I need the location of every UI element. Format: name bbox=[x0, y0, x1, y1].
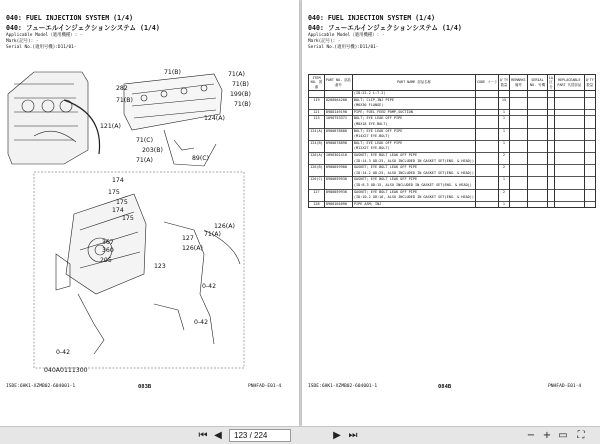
cell-part: 8980149190 bbox=[324, 109, 352, 116]
cell-empty bbox=[547, 91, 554, 98]
col-serial: SERIAL NO. 号機 bbox=[528, 75, 547, 91]
prev-page-icon[interactable]: ◀ bbox=[214, 430, 222, 441]
injection-pump-body bbox=[56, 194, 240, 354]
fuel-injection-diagram bbox=[4, 54, 296, 376]
cell-remarks bbox=[509, 201, 528, 208]
parts-table bbox=[308, 74, 596, 208]
cell-name: BOLT; EYE LEAK OFF PIPE bbox=[352, 128, 475, 134]
left-title-jp: 040: フューエルインジェクションシステム (1/4) bbox=[6, 24, 160, 32]
cell-name: (ID:22.2 L:7.2) bbox=[352, 91, 475, 98]
fullscreen-icon[interactable]: ⛶ bbox=[577, 430, 585, 441]
cell-item: 126(B) bbox=[310, 165, 323, 170]
cell-item: 124(B) bbox=[310, 140, 323, 145]
cell-qty: 15 bbox=[499, 97, 509, 103]
col-la: LA 区分 bbox=[548, 76, 553, 89]
right-title-en: 040: FUEL INJECTION SYSTEM (1/4) bbox=[308, 14, 436, 22]
cell-name: GASKET; EYE BOLT LEAK OFF PIPE bbox=[352, 177, 475, 183]
col-code: CODE コード bbox=[476, 75, 499, 91]
callout: 175 bbox=[108, 189, 120, 196]
col-part-name: PART NAME 部品名称 bbox=[352, 75, 475, 91]
callout: 71(A) bbox=[228, 71, 245, 78]
col-part-no: PART NO. 部品番号 bbox=[324, 75, 352, 91]
cell-name: PIPE; FUEL FEED PUMP,SUCTION bbox=[352, 109, 475, 116]
table-row bbox=[309, 201, 596, 208]
cell-qty: 1 bbox=[499, 201, 509, 208]
cell-item: 119 bbox=[309, 97, 325, 103]
cell-qty: 1 bbox=[499, 177, 509, 183]
cell-item: 128 bbox=[309, 201, 325, 208]
callout: 71(B) bbox=[234, 101, 251, 108]
cell-part: 8980059930 bbox=[324, 177, 352, 183]
cell-remarks bbox=[509, 91, 528, 98]
zoom-in-icon[interactable]: + bbox=[542, 430, 552, 441]
left-mark: Mark(記号): - bbox=[6, 39, 39, 44]
cell-part: 1096301410 bbox=[324, 152, 352, 158]
next-page-icon[interactable]: ▶ bbox=[333, 430, 341, 441]
cell-part: 8980078890 bbox=[324, 140, 352, 146]
right-page-number: 084B bbox=[438, 384, 452, 390]
cell-part: 8980164090 bbox=[324, 201, 352, 208]
cell-item: 124(A) bbox=[310, 128, 323, 133]
callout: 71(A) bbox=[136, 157, 153, 164]
cell-name: (ID:10.2 OD:16, ALSO INCLUDED IN GASKET SET(ENG. & HEAD)) bbox=[352, 195, 475, 201]
cell-name: (M12X27 EYE-BOLT) bbox=[352, 146, 475, 152]
diagram-id: 040A0111300 bbox=[44, 367, 88, 374]
cell-part: 1096753371 bbox=[324, 116, 352, 122]
callout: 71(B) bbox=[232, 81, 249, 88]
engine-block-illustration bbox=[8, 72, 100, 164]
right-mark: Mark(記号): - bbox=[308, 39, 341, 44]
cell-item: 126(C) bbox=[310, 177, 323, 182]
callout: 175 bbox=[116, 199, 128, 206]
cell-name: (ID:14.2 OD:25, ALSO INCLUDED IN GASKET SET(ENG. & HEAD)) bbox=[352, 171, 475, 177]
cell-name: (M8X18 EYE-BOLT) bbox=[352, 122, 475, 128]
col-item: ITEM NO. 図番 bbox=[309, 75, 325, 91]
right-footer-code: ISDE:6HK1-XZMB02-604001-1 bbox=[308, 384, 378, 389]
cell-empty bbox=[584, 201, 595, 208]
cell-part: 8980078880 bbox=[324, 128, 352, 134]
right-title-jp: 040: フューエルインジェクションシステム (1/4) bbox=[308, 24, 462, 32]
callout: 127 bbox=[182, 235, 194, 242]
cell-empty bbox=[584, 109, 595, 116]
callout: 71(B) bbox=[116, 97, 133, 104]
cell-empty bbox=[547, 109, 554, 116]
col-remarks: REMARKS 備考 bbox=[509, 75, 528, 91]
callout: 0-42 bbox=[194, 319, 209, 326]
callout: 126(A) bbox=[182, 245, 203, 252]
first-page-icon[interactable]: ⏮ bbox=[198, 430, 208, 441]
callout: 0-42 bbox=[56, 349, 71, 356]
callout: 123 bbox=[154, 263, 166, 270]
table-row bbox=[309, 109, 596, 116]
cell-qty: 1 bbox=[499, 128, 509, 134]
cell-qty bbox=[499, 91, 509, 98]
zoom-out-icon[interactable]: − bbox=[526, 430, 536, 441]
callout: 174 bbox=[112, 207, 124, 214]
left-footer-right: PNHFAD-E01-4 bbox=[248, 384, 282, 389]
fit-page-icon[interactable]: ▭ bbox=[558, 430, 568, 441]
cell-qty: 2 bbox=[499, 189, 509, 195]
callout: 71(C) bbox=[136, 137, 154, 144]
cell-item: 126(A) bbox=[310, 152, 323, 157]
table-row bbox=[309, 91, 596, 98]
callout: 121(A) bbox=[100, 123, 121, 130]
cell-code bbox=[476, 109, 499, 116]
callout: 282 bbox=[116, 85, 128, 92]
left-footer-code: ISDE:6HK1-XZMB02-604001-1 bbox=[6, 384, 76, 389]
right-footer-right: PNHFAD-E01-4 bbox=[548, 384, 582, 389]
cell-qty: 1 bbox=[499, 116, 509, 122]
cell-serial bbox=[528, 109, 547, 116]
table-header-row bbox=[309, 75, 596, 91]
col-qty: Q'TY 数量 bbox=[499, 75, 509, 91]
left-page bbox=[0, 0, 299, 426]
cell-serial bbox=[528, 201, 547, 208]
cell-empty bbox=[555, 109, 584, 116]
cell-name: (M6X30 FLANGE) bbox=[352, 103, 475, 109]
cell-part: 0280564200 bbox=[324, 97, 352, 103]
cell-name: GASKET; EYE BOLT LEAK OFF PIPE bbox=[352, 152, 475, 158]
callout: 71(B) bbox=[164, 69, 181, 76]
callout: 367 bbox=[102, 239, 114, 246]
cell-name: (ID:8.3 OD:15, ALSO INCLUDED IN GASKET SET(ENG. & HEAD)) bbox=[352, 183, 475, 189]
callout: 89(C) bbox=[192, 155, 210, 162]
left-applicable-model: Applicable Model（適用機種）: - bbox=[6, 33, 83, 38]
cell-name: BOLT; EYE LEAK OFF PIPE bbox=[352, 116, 475, 122]
col-replaceable: REPLACEABLE PART 代替部品 bbox=[555, 75, 584, 91]
cell-code bbox=[476, 201, 499, 208]
cell-name: PIPE ASM; INJ bbox=[352, 201, 475, 208]
cell-name: GASKET; EYE BOLT LEAK OFF PIPE bbox=[352, 189, 475, 195]
cell-qty: 1 bbox=[499, 109, 509, 116]
cell-item: 127 bbox=[309, 189, 325, 195]
cell-item bbox=[309, 91, 325, 98]
cell-part bbox=[324, 91, 352, 98]
viewer-toolbar bbox=[0, 426, 600, 444]
page-number-input[interactable]: 123 / 224 bbox=[229, 429, 291, 442]
cell-code bbox=[476, 91, 499, 98]
callout: 71(A) bbox=[204, 231, 221, 238]
callout: 124(A) bbox=[204, 115, 225, 122]
cell-empty bbox=[555, 91, 584, 98]
cell-item: 123 bbox=[309, 116, 325, 122]
col-qty2: Q'TY 数量 bbox=[584, 75, 595, 91]
cell-name: (ID:14.3 OD:25, ALSO INCLUDED IN GASKET SET(ENG. & HEAD)) bbox=[352, 159, 475, 165]
left-serial: Serial No.(適用号機):D11/01- bbox=[6, 45, 77, 50]
last-page-icon[interactable]: ⏭ bbox=[348, 430, 358, 441]
cell-part: 8980059900 bbox=[324, 165, 352, 171]
cell-empty bbox=[555, 201, 584, 208]
right-applicable-model: Applicable Model（適用機種）: - bbox=[308, 33, 385, 38]
cell-empty bbox=[584, 91, 595, 98]
cell-name: BOLT; CLIP,INJ PIPE bbox=[352, 97, 475, 103]
left-title-en: 040: FUEL INJECTION SYSTEM (1/4) bbox=[6, 14, 134, 22]
callout: 175 bbox=[122, 215, 134, 222]
callout: 360 bbox=[102, 247, 114, 254]
callout: 174 bbox=[112, 177, 124, 184]
right-page bbox=[302, 0, 600, 426]
callout: 205 bbox=[100, 257, 112, 264]
cell-qty: 1 bbox=[499, 140, 509, 146]
cell-remarks bbox=[509, 109, 528, 116]
parts-table-body bbox=[309, 91, 596, 208]
callout: 0-42 bbox=[202, 283, 217, 290]
left-page-number: 083B bbox=[138, 384, 152, 390]
cell-empty bbox=[547, 201, 554, 208]
cell-part: 8980059930 bbox=[324, 189, 352, 195]
cell-name: GASKET; EYE BOLT LEAK OFF PIPE bbox=[352, 165, 475, 171]
cell-name: BOLT; EYE LEAK OFF PIPE bbox=[352, 140, 475, 146]
cell-serial bbox=[528, 91, 547, 98]
callout: 203(B) bbox=[142, 147, 163, 154]
right-serial: Serial No.(適用号機):D11/01- bbox=[308, 45, 379, 50]
cell-item: 121 bbox=[309, 109, 325, 116]
cell-qty: 2 bbox=[499, 165, 509, 171]
cell-qty: 2 bbox=[499, 152, 509, 158]
callout: 199(B) bbox=[230, 91, 251, 98]
cell-name: (M14X27 EYE-BOLT) bbox=[352, 134, 475, 140]
callout: 126(A) bbox=[214, 223, 235, 230]
